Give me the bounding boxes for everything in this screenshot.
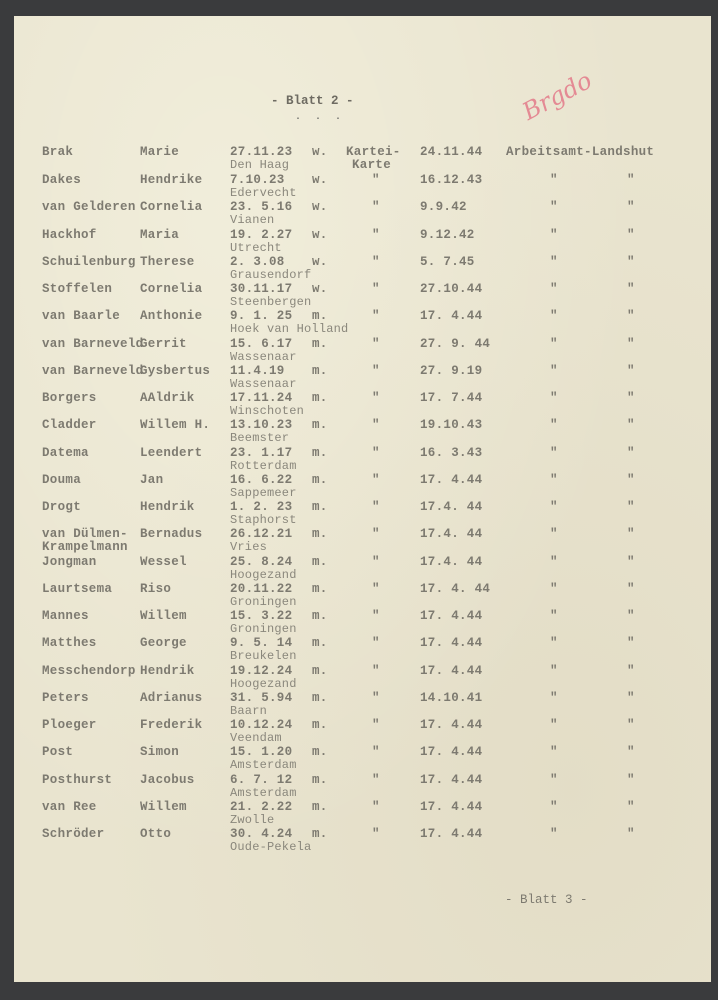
sex: m.	[312, 418, 328, 432]
birth-date: 17.11.24	[230, 391, 293, 405]
agency-ditto-1: "	[550, 173, 558, 187]
first-name: Maria	[140, 228, 180, 242]
source-label-line1: Kartei-	[346, 145, 401, 159]
birth-place: Edervecht	[230, 186, 297, 200]
birth-date: 16. 6.22	[230, 473, 293, 487]
source-ditto: "	[372, 309, 380, 323]
source-ditto: "	[372, 800, 380, 814]
agency-ditto-1: "	[550, 282, 558, 296]
last-name: Schröder	[42, 827, 105, 841]
birth-place: Wassenaar	[230, 377, 297, 391]
agency-ditto-2: "	[627, 282, 635, 296]
first-name: Willem	[140, 609, 187, 623]
sex: m.	[312, 773, 328, 787]
last-name: Drogt	[42, 500, 82, 514]
last-name: Mannes	[42, 609, 89, 623]
last-name: van Barneveld	[42, 337, 144, 351]
last-name: van Gelderen	[42, 200, 136, 214]
registration-date: 19.10.43	[420, 418, 483, 432]
sex: m.	[312, 337, 328, 351]
registration-date: 9.9.42	[420, 200, 467, 214]
agency-ditto-1: "	[550, 773, 558, 787]
source-ditto: "	[372, 636, 380, 650]
registration-date: 17. 4.44	[420, 718, 483, 732]
last-name: Ploeger	[42, 718, 97, 732]
registration-date: 24.11.44	[420, 145, 483, 159]
birth-place: Beemster	[230, 431, 290, 445]
birth-place: Veendam	[230, 731, 282, 745]
first-name: Jan	[140, 473, 164, 487]
agency-ditto-1: "	[550, 228, 558, 242]
sex: m.	[312, 473, 328, 487]
agency-ditto-1: "	[550, 391, 558, 405]
agency-ditto-2: "	[627, 745, 635, 759]
agency-ditto-2: "	[627, 527, 635, 541]
last-name: Dakes	[42, 173, 82, 187]
agency-ditto-2: "	[627, 500, 635, 514]
last-name: Datema	[42, 446, 89, 460]
birth-place: Zwolle	[230, 813, 275, 827]
source-ditto: "	[372, 173, 380, 187]
registration-date: 17. 7.44	[420, 391, 483, 405]
first-name: Willem H.	[140, 418, 211, 432]
source-label-line2: Karte	[352, 158, 392, 172]
agency-ditto-1: "	[550, 446, 558, 460]
sex: m.	[312, 609, 328, 623]
sex: m.	[312, 309, 328, 323]
source-ditto: "	[372, 446, 380, 460]
sex: m.	[312, 691, 328, 705]
sex: w.	[312, 173, 328, 187]
birth-date: 19. 2.27	[230, 228, 293, 242]
agency: Arbeitsamt-Landshut	[506, 145, 655, 159]
handwritten-signature: Brgdo	[517, 66, 597, 126]
first-name: Riso	[140, 582, 172, 596]
agency-ditto-1: "	[550, 555, 558, 569]
first-name: Simon	[140, 745, 180, 759]
source-ditto: "	[372, 255, 380, 269]
agency-ditto-2: "	[627, 773, 635, 787]
first-name: Therese	[140, 255, 195, 269]
first-name: Cornelia	[140, 282, 203, 296]
sex: m.	[312, 555, 328, 569]
agency-ditto-2: "	[627, 827, 635, 841]
agency-ditto-1: "	[550, 582, 558, 596]
sex: w.	[312, 255, 328, 269]
birth-date: 30. 4.24	[230, 827, 293, 841]
birth-place: Groningen	[230, 595, 297, 609]
agency-ditto-2: "	[627, 337, 635, 351]
last-name: Laurtsema	[42, 582, 113, 596]
registration-date: 27. 9. 44	[420, 337, 491, 351]
source-ditto: "	[372, 418, 380, 432]
last-name: Post	[42, 745, 74, 759]
birth-place: Breukelen	[230, 649, 297, 663]
sex: m.	[312, 364, 328, 378]
source-ditto: "	[372, 200, 380, 214]
agency-ditto-1: "	[550, 527, 558, 541]
first-name: Frederik	[140, 718, 203, 732]
birth-place: Amsterdam	[230, 786, 297, 800]
sex: m.	[312, 664, 328, 678]
registration-date: 17.4. 44	[420, 555, 483, 569]
agency-ditto-1: "	[550, 718, 558, 732]
sex: m.	[312, 827, 328, 841]
birth-date: 2. 3.08	[230, 255, 285, 269]
birth-place: Rotterdam	[230, 459, 297, 473]
birth-place: Groningen	[230, 622, 297, 636]
source-ditto: "	[372, 555, 380, 569]
source-ditto: "	[372, 582, 380, 596]
first-name: Hendrike	[140, 173, 203, 187]
last-name: van Dülmen-	[42, 527, 128, 541]
last-name-continued: Krampelmann	[42, 540, 128, 554]
registration-date: 17.4. 44	[420, 500, 483, 514]
source-ditto: "	[372, 500, 380, 514]
agency-ditto-1: "	[550, 200, 558, 214]
sex: m.	[312, 718, 328, 732]
registration-date: 5. 7.45	[420, 255, 475, 269]
birth-place: Sappemeer	[230, 486, 297, 500]
agency-ditto-2: "	[627, 446, 635, 460]
last-name: Cladder	[42, 418, 97, 432]
agency-ditto-2: "	[627, 800, 635, 814]
birth-place: Vries	[230, 540, 268, 554]
agency-ditto-1: "	[550, 800, 558, 814]
sex: m.	[312, 391, 328, 405]
birth-place: Den Haag	[230, 158, 290, 172]
registration-date: 17. 4.44	[420, 745, 483, 759]
sex: w.	[312, 200, 328, 214]
birth-date: 15. 1.20	[230, 745, 293, 759]
birth-date: 30.11.17	[230, 282, 293, 296]
agency-ditto-1: "	[550, 255, 558, 269]
birth-place: Amsterdam	[230, 758, 297, 772]
registration-date: 14.10.41	[420, 691, 483, 705]
birth-date: 13.10.23	[230, 418, 293, 432]
source-ditto: "	[372, 364, 380, 378]
registration-date: 17. 4.44	[420, 609, 483, 623]
birth-date: 10.12.24	[230, 718, 293, 732]
birth-place: Grausendorf	[230, 268, 312, 282]
sex: w.	[312, 145, 328, 159]
first-name: Gysbertus	[140, 364, 211, 378]
last-name: Posthurst	[42, 773, 113, 787]
first-name: Marie	[140, 145, 180, 159]
registration-date: 9.12.42	[420, 228, 475, 242]
source-ditto: "	[372, 473, 380, 487]
first-name: Wessel	[140, 555, 187, 569]
page-header: - Blatt 2 -	[271, 94, 354, 108]
agency-ditto-2: "	[627, 555, 635, 569]
agency-ditto-1: "	[550, 309, 558, 323]
source-ditto: "	[372, 282, 380, 296]
birth-place: Winschoten	[230, 404, 305, 418]
birth-date: 19.12.24	[230, 664, 293, 678]
agency-ditto-2: "	[627, 200, 635, 214]
last-name: Messchendorp	[42, 664, 136, 678]
agency-ditto-2: "	[627, 609, 635, 623]
last-name: Matthes	[42, 636, 97, 650]
last-name: Stoffelen	[42, 282, 113, 296]
birth-date: 25. 8.24	[230, 555, 293, 569]
agency-ditto-2: "	[627, 173, 635, 187]
birth-date: 6. 7. 12	[230, 773, 293, 787]
first-name: Adrianus	[140, 691, 203, 705]
first-name: Cornelia	[140, 200, 203, 214]
birth-place: Hoogezand	[230, 677, 297, 691]
source-ditto: "	[372, 664, 380, 678]
sex: m.	[312, 446, 328, 460]
registration-date: 27. 9.19	[420, 364, 483, 378]
source-ditto: "	[372, 827, 380, 841]
agency-ditto-1: "	[550, 664, 558, 678]
registration-date: 17. 4.44	[420, 473, 483, 487]
birth-place: Staphorst	[230, 513, 297, 527]
page-footer: - Blatt 3 -	[505, 893, 588, 907]
first-name: Hendrik	[140, 500, 195, 514]
first-name: Jacobus	[140, 773, 195, 787]
last-name: Peters	[42, 691, 89, 705]
birth-place: Steenbergen	[230, 295, 312, 309]
last-name: Jongman	[42, 555, 97, 569]
birth-date: 23. 5.16	[230, 200, 293, 214]
first-name: Anthonie	[140, 309, 203, 323]
registration-date: 16.12.43	[420, 173, 483, 187]
agency-ditto-2: "	[627, 391, 635, 405]
last-name: van Barneveld	[42, 364, 144, 378]
agency-ditto-1: "	[550, 337, 558, 351]
agency-ditto-2: "	[627, 691, 635, 705]
registration-date: 17. 4.44	[420, 309, 483, 323]
agency-ditto-1: "	[550, 827, 558, 841]
registration-date: 16. 3.43	[420, 446, 483, 460]
birth-date: 1. 2. 23	[230, 500, 293, 514]
source-ditto: "	[372, 609, 380, 623]
last-name: Schuilenburg	[42, 255, 136, 269]
agency-ditto-2: "	[627, 364, 635, 378]
birth-date: 27.11.23	[230, 145, 293, 159]
registration-date: 17. 4.44	[420, 773, 483, 787]
birth-place: Oude-Pekela	[230, 840, 312, 854]
birth-date: 7.10.23	[230, 173, 285, 187]
agency-ditto-1: "	[550, 500, 558, 514]
agency-ditto-1: "	[550, 609, 558, 623]
first-name: Bernadus	[140, 527, 203, 541]
registration-date: 17. 4.44	[420, 636, 483, 650]
last-name: Hackhof	[42, 228, 97, 242]
agency-ditto-2: "	[627, 418, 635, 432]
last-name: Brak	[42, 145, 74, 159]
sex: m.	[312, 500, 328, 514]
registration-date: 17. 4. 44	[420, 582, 491, 596]
agency-ditto-2: "	[627, 664, 635, 678]
first-name: George	[140, 636, 187, 650]
first-name: Willem	[140, 800, 187, 814]
sex: m.	[312, 582, 328, 596]
registration-date: 17. 4.44	[420, 664, 483, 678]
birth-date: 15. 3.22	[230, 609, 293, 623]
header-marks: . . .	[295, 112, 346, 123]
birth-date: 20.11.22	[230, 582, 293, 596]
registration-date: 27.10.44	[420, 282, 483, 296]
registration-date: 17.4. 44	[420, 527, 483, 541]
sex: w.	[312, 228, 328, 242]
birth-date: 11.4.19	[230, 364, 285, 378]
agency-ditto-1: "	[550, 691, 558, 705]
agency-ditto-1: "	[550, 473, 558, 487]
agency-ditto-1: "	[550, 364, 558, 378]
source-ditto: "	[372, 527, 380, 541]
agency-ditto-2: "	[627, 255, 635, 269]
last-name: Douma	[42, 473, 82, 487]
birth-place: Utrecht	[230, 241, 282, 255]
agency-ditto-2: "	[627, 718, 635, 732]
first-name: Otto	[140, 827, 172, 841]
last-name: van Baarle	[42, 309, 121, 323]
source-ditto: "	[372, 718, 380, 732]
agency-ditto-2: "	[627, 636, 635, 650]
source-ditto: "	[372, 745, 380, 759]
agency-ditto-2: "	[627, 473, 635, 487]
last-name: Borgers	[42, 391, 97, 405]
birth-date: 26.12.21	[230, 527, 293, 541]
birth-place: Wassenaar	[230, 350, 297, 364]
agency-ditto-1: "	[550, 418, 558, 432]
sex: w.	[312, 282, 328, 296]
last-name: van Ree	[42, 800, 97, 814]
first-name: Leendert	[140, 446, 203, 460]
first-name: Gerrit	[140, 337, 187, 351]
birth-date: 23. 1.17	[230, 446, 293, 460]
agency-ditto-1: "	[550, 636, 558, 650]
birth-place: Hoogezand	[230, 568, 297, 582]
agency-ditto-2: "	[627, 582, 635, 596]
sex: m.	[312, 745, 328, 759]
registration-date: 17. 4.44	[420, 800, 483, 814]
birth-place: Hoek van Holland	[230, 322, 349, 336]
sex: m.	[312, 636, 328, 650]
birth-place: Vianen	[230, 213, 275, 227]
birth-date: 9. 5. 14	[230, 636, 293, 650]
sex: m.	[312, 527, 328, 541]
source-ditto: "	[372, 228, 380, 242]
birth-date: 9. 1. 25	[230, 309, 293, 323]
first-name: AAldrik	[140, 391, 195, 405]
registration-date: 17. 4.44	[420, 827, 483, 841]
sex: m.	[312, 800, 328, 814]
birth-date: 31. 5.94	[230, 691, 293, 705]
agency-ditto-1: "	[550, 745, 558, 759]
source-ditto: "	[372, 773, 380, 787]
first-name: Hendrik	[140, 664, 195, 678]
birth-date: 15. 6.17	[230, 337, 293, 351]
birth-place: Baarn	[230, 704, 268, 718]
source-ditto: "	[372, 391, 380, 405]
source-ditto: "	[372, 691, 380, 705]
source-ditto: "	[372, 337, 380, 351]
agency-ditto-2: "	[627, 309, 635, 323]
birth-date: 21. 2.22	[230, 800, 293, 814]
agency-ditto-2: "	[627, 228, 635, 242]
